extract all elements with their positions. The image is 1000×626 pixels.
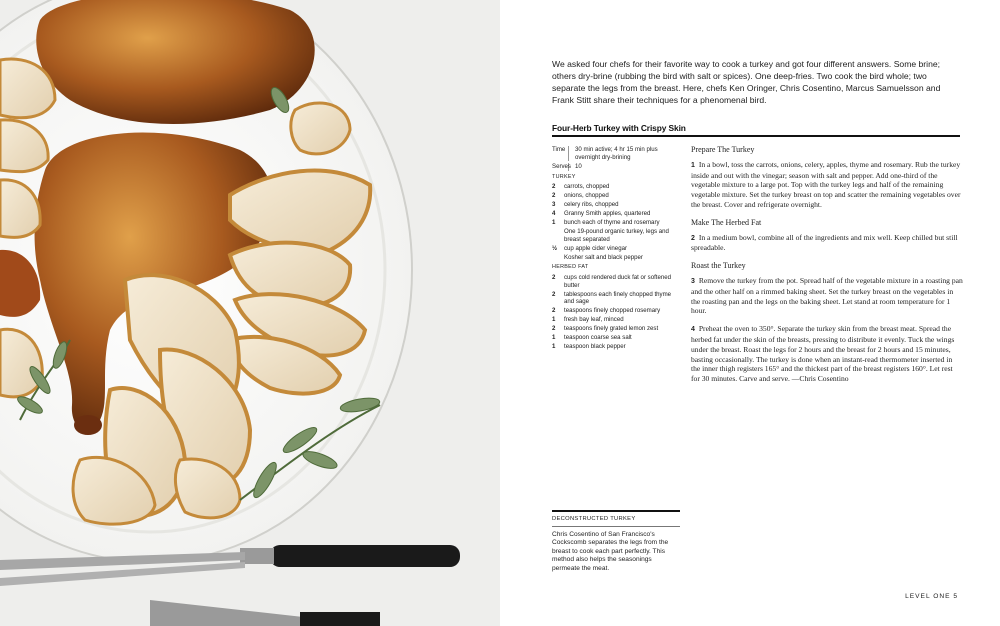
intro-paragraph: We asked four chefs for their favorite way to cook a turkey and got four different answers. Some brine; others dry-brine (rubbing the bird with salt or spices). One deep-fries. Two cook the bird whole; two separate the legs from the breast. Here, chefs Ken Oringer, Chris Cosentino, Marcus Samuelsson and Frank Stitt share their techniques for a phenomenal bird.	[552, 59, 941, 105]
step-text: Remove the turkey from the pot. Spread half of the vegetable mixture in a roasting pan and the other half on a rimmed baking sheet. Set the turkey breast on the vegetables in the roasting pan and the legs on the baking sheet. Let stand at room temperature for 1 hour.	[691, 275, 963, 316]
ingredient	[552, 291, 680, 306]
method-step	[691, 233, 963, 254]
ingredient-qty: 1	[552, 343, 556, 351]
ingredient	[552, 201, 680, 209]
page-folio: LEVEL ONE 5	[905, 593, 958, 600]
step-text: In a bowl, toss the carrots, onions, celery, apples, thyme and rosemary. Rub the turkey inside and out with the vinegar; season with salt and pepper. Add one-third of the vegetable mixture to a large pot. Top with the turkey legs and half of the remaining vegetable mixture. Set the turkey breast on top and scatter the remaining vegetables over the breast. Cover and refrigerate overnight.	[691, 159, 961, 209]
recipe-page	[500, 0, 1000, 626]
ingredient-text: Granny Smith apples, quartered	[564, 210, 651, 218]
ingredient-text: Kosher salt and black pepper	[564, 253, 643, 261]
ingredient	[552, 274, 680, 289]
ingredients-column	[552, 146, 680, 352]
ingredient-text: cups cold rendered duck fat or softened butter	[564, 274, 672, 289]
ingredient-qty: 2	[552, 192, 556, 200]
ingredient	[552, 254, 680, 262]
ingredient	[552, 316, 680, 324]
step-number: 1	[691, 161, 695, 169]
method-step	[691, 276, 963, 316]
meta-time	[552, 146, 680, 161]
ingredient	[552, 219, 680, 227]
recipe-title: Four-Herb Turkey with Crispy Skin	[552, 123, 686, 133]
sidebar-rule	[552, 526, 680, 527]
ingredient-text: teaspoon black pepper	[564, 343, 626, 351]
meta-label: Time	[552, 146, 569, 161]
ingredient-text: celery ribs, chopped	[564, 201, 619, 209]
step-number: 3	[691, 277, 695, 285]
method-column	[691, 145, 963, 392]
ingredient-text: cup apple cider vinegar	[564, 244, 628, 252]
ingredient-qty: 4	[552, 210, 556, 218]
sidebar-rule	[552, 510, 680, 512]
ingredient-text: bunch each of thyme and rosemary	[564, 219, 660, 227]
ingredient-text: teaspoon coarse sea salt	[564, 334, 632, 342]
ingredient	[552, 334, 680, 342]
ingredient-qty: 3	[552, 201, 556, 209]
ingredient-text: teaspoons finely chopped rosemary	[564, 307, 661, 315]
ingredient-text: One 19-pound organic turkey, legs and breast separated	[564, 228, 669, 243]
ingredient-qty	[552, 254, 564, 262]
step-heading: Prepare The Turkey	[691, 145, 755, 154]
ingredient-text: teaspoons finely grated lemon zest	[564, 325, 659, 333]
ingredient-text: onions, chopped	[564, 192, 609, 200]
ingredient-qty	[552, 228, 564, 243]
title-rule	[552, 135, 960, 137]
ingredient	[552, 210, 680, 218]
ingredient-qty: 1	[552, 316, 556, 324]
ingredient	[552, 183, 680, 191]
step-number: 4	[691, 326, 695, 334]
step-heading: Make The Herbed Fat	[691, 217, 762, 227]
ingredient-qty: ½	[552, 244, 558, 252]
ingredient	[552, 192, 680, 200]
ingredient	[552, 307, 680, 315]
ingredient-text: carrots, chopped	[564, 183, 610, 191]
step-text: In a medium bowl, combine all of the ingredients and mix well. Keep chilled but still spreadable.	[691, 232, 958, 253]
meta-value: 10	[575, 163, 582, 171]
method-step	[691, 324, 963, 384]
sidebar-note	[552, 510, 680, 573]
meta-value: 30 min active; 4 hr 15 min plus overnight dry-brining	[575, 146, 658, 161]
ingredient-qty: 2	[552, 307, 556, 315]
ingredient-qty: 1	[552, 334, 556, 342]
section-heading-turkey: TURKEY	[552, 173, 576, 180]
meta-label: Serves	[552, 163, 571, 171]
step-number: 2	[691, 234, 695, 242]
method-step	[691, 160, 963, 210]
step-heading: Roast the Turkey	[691, 261, 746, 271]
ingredient-qty: 2	[552, 325, 556, 333]
ingredient-qty: 2	[552, 290, 556, 298]
ingredient	[552, 228, 680, 243]
meta-serves	[552, 163, 680, 171]
sidebar-text: Chris Cosentino of San Francisco's Cockscomb separates the legs from the breast to cook each part perfectly. This method also helps the seasonings permeate the meat.	[552, 530, 669, 572]
sidebar-title: DECONSTRUCTED TURKEY	[552, 515, 636, 522]
ingredient-text: fresh bay leaf, minced	[564, 316, 624, 324]
ingredient	[552, 245, 680, 253]
ingredient	[552, 343, 680, 351]
ingredient-qty: 2	[552, 183, 556, 191]
section-heading-herbed-fat: HERBED FAT	[552, 264, 589, 271]
ingredient-qty: 1	[552, 219, 556, 227]
ingredient-qty: 2	[552, 274, 556, 282]
ingredient	[552, 325, 680, 333]
step-text: Preheat the oven to 350°. Separate the turkey skin from the breast meat. Spread the herbed fat under the skin of the breasts, pressing to distribute it evenly. Tuck the wings under the breast. Roast the legs for 2 hours and the breast for 2 hours and 15 minutes, basting occasionally. The turkey is done when an instant-read thermometer inserted in the inner thigh registers 165° and the thickest part of the breast registers 160°. Let rest for 30 minutes. Carve and serve. —Chris Cosentino	[691, 324, 955, 384]
ingredient-text: tablespoons each finely chopped thyme and sage	[564, 290, 672, 306]
